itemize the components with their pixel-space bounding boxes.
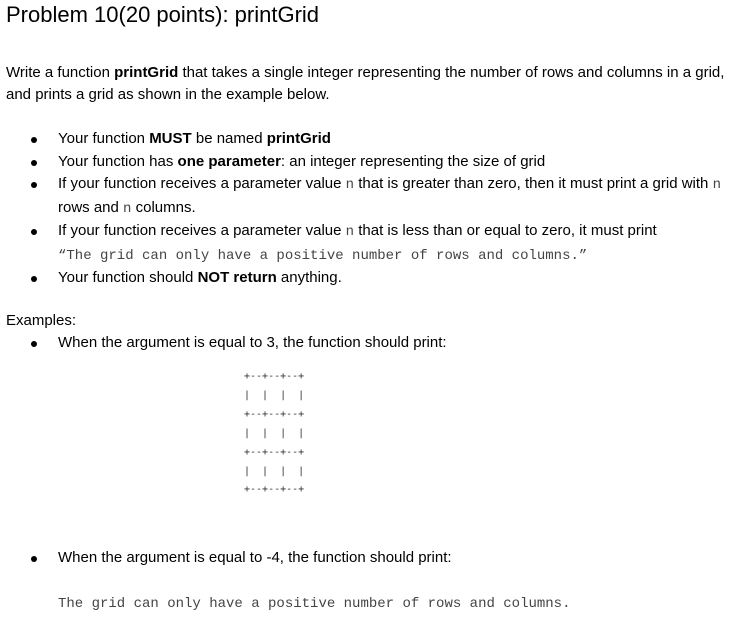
requirement-item-parameter: [0, 151, 746, 174]
requirement-text: that is less than or equal to zero, it must print: [354, 222, 657, 239]
code-variable: n: [712, 177, 721, 193]
requirement-emphasis: MUST: [149, 130, 192, 147]
error-message-quote: “The grid can only have a positive number of rows and columns.”: [58, 247, 588, 264]
example-description: When the argument is equal to -4, the function should print:: [58, 549, 452, 566]
example-list-1: [0, 332, 746, 355]
requirement-function-name: printGrid: [266, 130, 331, 147]
example-list-2: [0, 547, 746, 570]
requirement-item-nonpositive: [0, 220, 746, 267]
bullet-icon: [31, 160, 37, 166]
requirement-text: Your function: [58, 130, 150, 147]
requirement-text: If your function receives a parameter value: [58, 222, 346, 239]
code-variable: n: [123, 200, 132, 217]
bullet-icon: [31, 341, 37, 347]
requirement-item-name: [0, 128, 746, 151]
intro-text-end: that takes a single integer representing the number of rows and columns in a grid, and prints a grid as shown in the example below.: [6, 64, 725, 103]
code-variable: n: [345, 224, 355, 240]
example-description: When the argument is equal to 3, the function should print:: [58, 334, 447, 351]
requirement-text: anything.: [276, 269, 342, 286]
requirement-text: Your function should: [58, 269, 198, 286]
requirement-text: be named: [191, 130, 267, 147]
page-title: Problem 10(20 points): printGrid: [6, 2, 320, 27]
requirement-text: rows and: [58, 198, 124, 216]
bullet-icon: [31, 137, 37, 143]
bullet-icon: [31, 182, 37, 188]
intro-paragraph: [6, 62, 738, 106]
examples-heading: Examples:: [6, 312, 77, 329]
bullet-icon: [31, 556, 37, 562]
grid-output-example: +--+--+--+ | | | | +--+--+--+ | | | | +--+--+--+ | | | | +--+--+--+: [244, 371, 305, 496]
requirement-item-return: [0, 267, 746, 290]
error-output-example: The grid can only have a positive number of rows and columns.: [58, 596, 571, 612]
requirement-text: that is greater than zero, then it must print a grid with: [354, 175, 713, 192]
requirement-text: : an integer representing the size of grid: [280, 152, 546, 170]
requirement-text: If your function receives a parameter value: [58, 175, 346, 192]
intro-text-start: Write a function: [6, 64, 115, 81]
requirement-text: columns.: [131, 198, 196, 216]
code-variable: n: [345, 177, 355, 193]
requirement-text: Your function has: [58, 152, 178, 170]
requirement-emphasis: NOT return: [197, 269, 277, 286]
example-item-positive: [0, 332, 746, 355]
intro-function-name: printGrid: [114, 64, 179, 81]
bullet-icon: [31, 276, 37, 282]
bullet-icon: [31, 229, 37, 235]
requirements-list: [0, 128, 746, 290]
requirement-emphasis: one parameter: [177, 152, 281, 170]
requirement-item-positive: [0, 173, 746, 220]
example-item-negative: [0, 547, 746, 570]
